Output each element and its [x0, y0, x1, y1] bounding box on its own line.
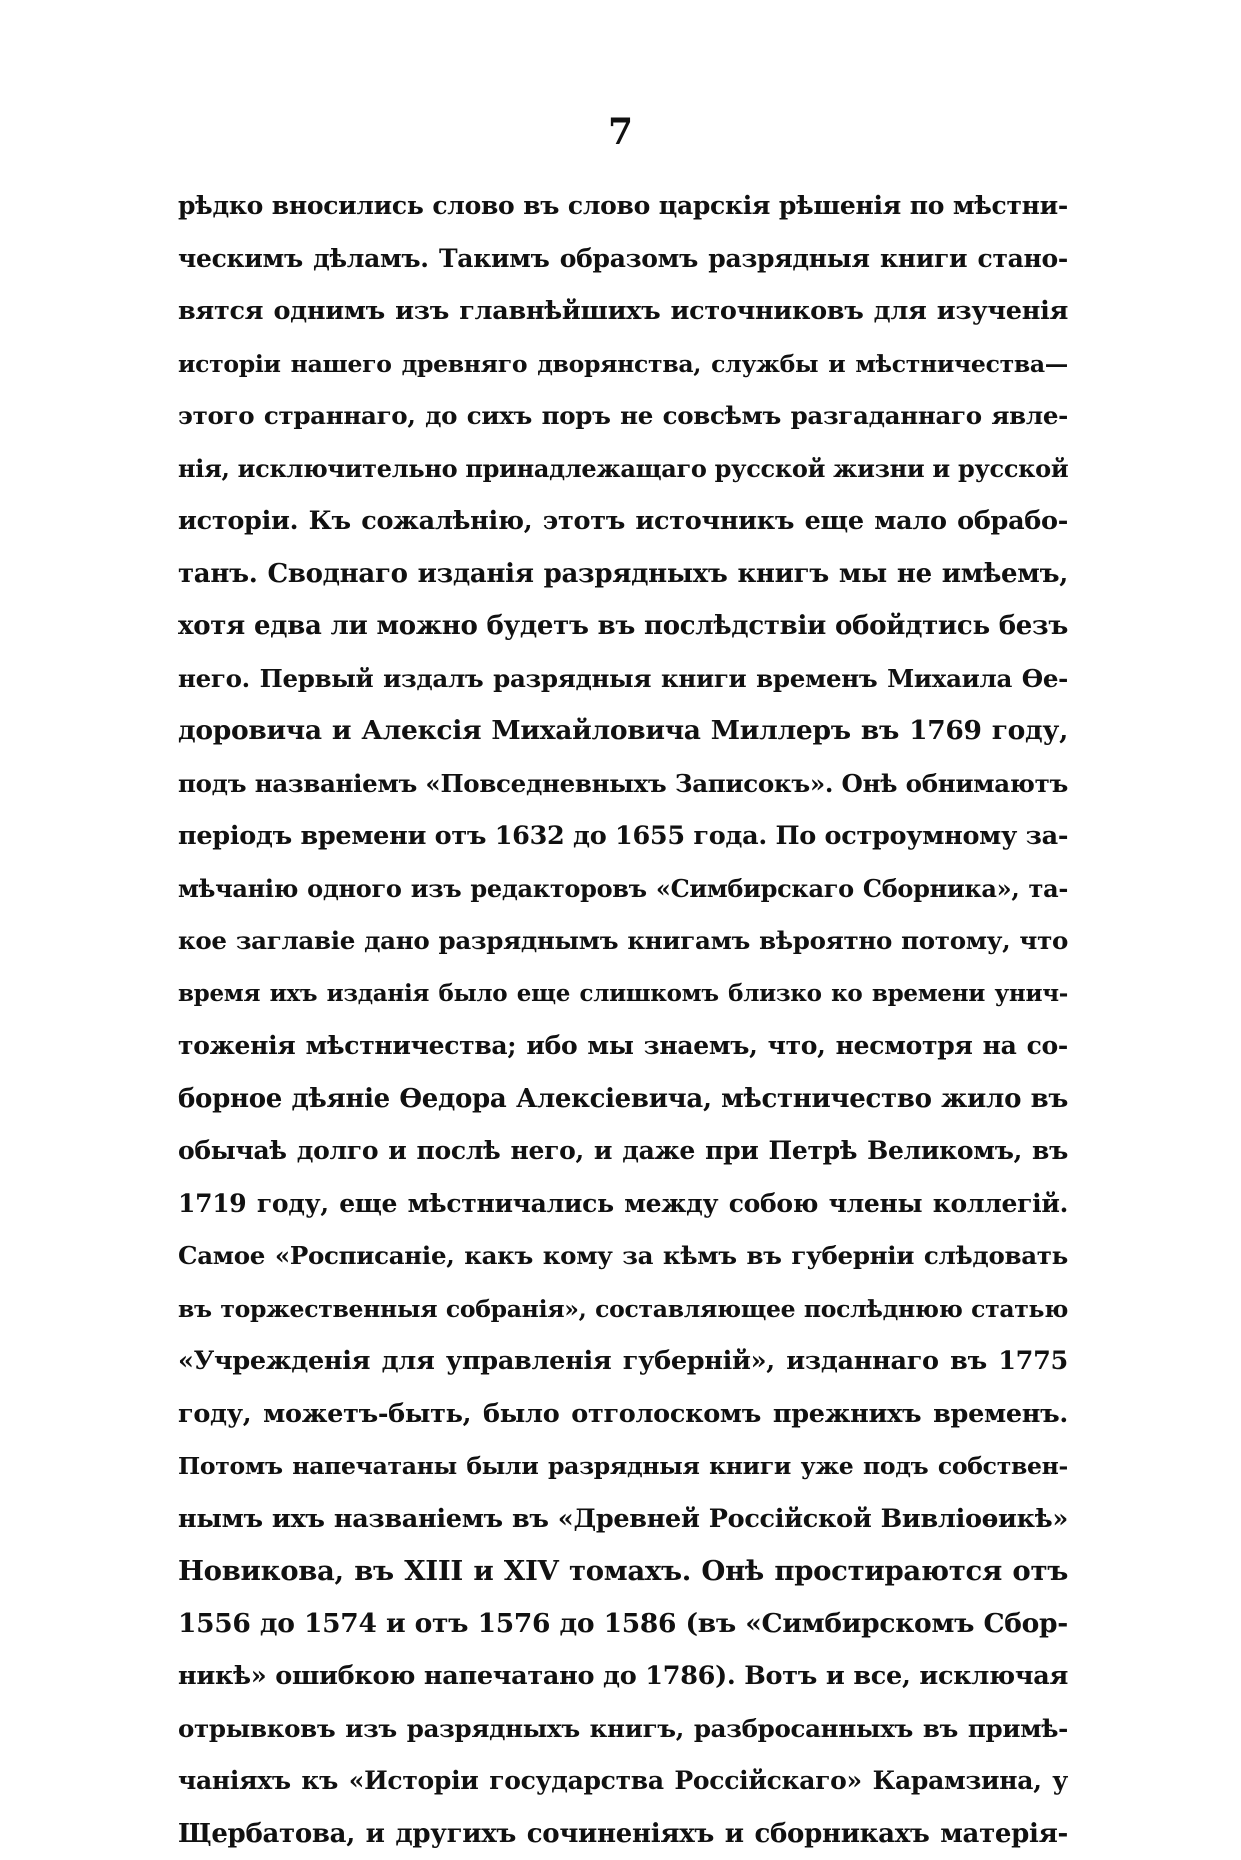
text-line: нія, исключительно принадлежащаго русской жизни и русской: [178, 443, 1068, 496]
text-line: чаніяхъ къ «Исторіи государства Россійскаго» Карамзина, у: [178, 1755, 1068, 1808]
text-line: кое заглавіе дано разряднымъ книгамъ вѣроятно потому, что: [178, 915, 1068, 968]
text-line: мѣчанію одного изъ редакторовъ «Симбирскаго Сборника», та-: [178, 863, 1068, 916]
text-line: танъ. Своднаго изданія разрядныхъ книгъ мы не имѣемъ,: [178, 548, 1068, 601]
text-line: 1556 до 1574 и отъ 1576 до 1586 (въ «Симбирскомъ Сбор-: [178, 1598, 1068, 1651]
text-line: 1719 году, еще мѣстничались между собою члены коллегій.: [178, 1178, 1068, 1231]
text-line: хотя едва ли можно будетъ въ послѣдствіи обойдтись безъ: [178, 600, 1068, 653]
text-line: ческимъ дѣламъ. Такимъ образомъ разрядныя книги стано-: [178, 233, 1068, 286]
text-line: обычаѣ долго и послѣ него, и даже при Петрѣ Великомъ, въ: [178, 1125, 1068, 1178]
text-line: подъ названіемъ «Повседневныхъ Записокъ». Онѣ обнимаютъ: [178, 758, 1068, 811]
text-line: Потомъ напечатаны были разрядныя книги уже подъ собствен-: [178, 1440, 1068, 1493]
text-line: «Учрежденія для управленія губерній», изданнаго въ 1775: [178, 1335, 1068, 1388]
text-line: борное дѣяніе Ѳедора Алексіевича, мѣстничество жило въ: [178, 1073, 1068, 1126]
text-line: Щербатова, и другихъ сочиненіяхъ и сборникахъ матерія-: [178, 1808, 1068, 1860]
text-line: тоженія мѣстничества; ибо мы знаемъ, что, несмотря на со-: [178, 1020, 1068, 1073]
text-line: время ихъ изданія было еще слишкомъ близко ко времени унич-: [178, 968, 1068, 1021]
text-line: исторіи нашего древняго дворянства, службы и мѣстничества—: [178, 338, 1068, 391]
body-text: [178, 180, 1068, 1860]
text-line: періодъ времени отъ 1632 до 1655 года. По остроумному за-: [178, 810, 1068, 863]
text-line: этого страннаго, до сихъ поръ не совсѣмъ разгаданнаго явле-: [178, 390, 1068, 443]
text-line: нымъ ихъ названіемъ въ «Древней Россійской Вивліоѳикѣ»: [178, 1493, 1068, 1546]
page-number: 7: [0, 112, 1241, 152]
text-line: никѣ» ошибкою напечатано до 1786). Вотъ и все, исключая: [178, 1650, 1068, 1703]
text-line: Новикова, въ XIII и XIV томахъ. Онѣ простираются отъ: [178, 1545, 1068, 1598]
text-line: отрывковъ изъ разрядныхъ книгъ, разбросанныхъ въ примѣ-: [178, 1703, 1068, 1756]
text-line: исторіи. Къ сожалѣнію, этотъ источникъ еще мало обрабо-: [178, 495, 1068, 548]
text-line: вятся однимъ изъ главнѣйшихъ источниковъ для изученія: [178, 285, 1068, 338]
text-line: Самое «Росписаніе, какъ кому за кѣмъ въ губерніи слѣдовать: [178, 1230, 1068, 1283]
text-line: рѣдко вносились слово въ слово царскія рѣшенія по мѣстни-: [178, 180, 1068, 233]
text-line: году, можетъ-быть, было отголоскомъ прежнихъ временъ.: [178, 1388, 1068, 1441]
text-line: него. Первый издалъ разрядныя книги временъ Михаила Ѳе-: [178, 653, 1068, 706]
text-line: доровича и Алексія Михайловича Миллеръ въ 1769 году,: [178, 705, 1068, 758]
text-line: въ торжественныя собранія», составляющее послѣднюю статью: [178, 1283, 1068, 1336]
